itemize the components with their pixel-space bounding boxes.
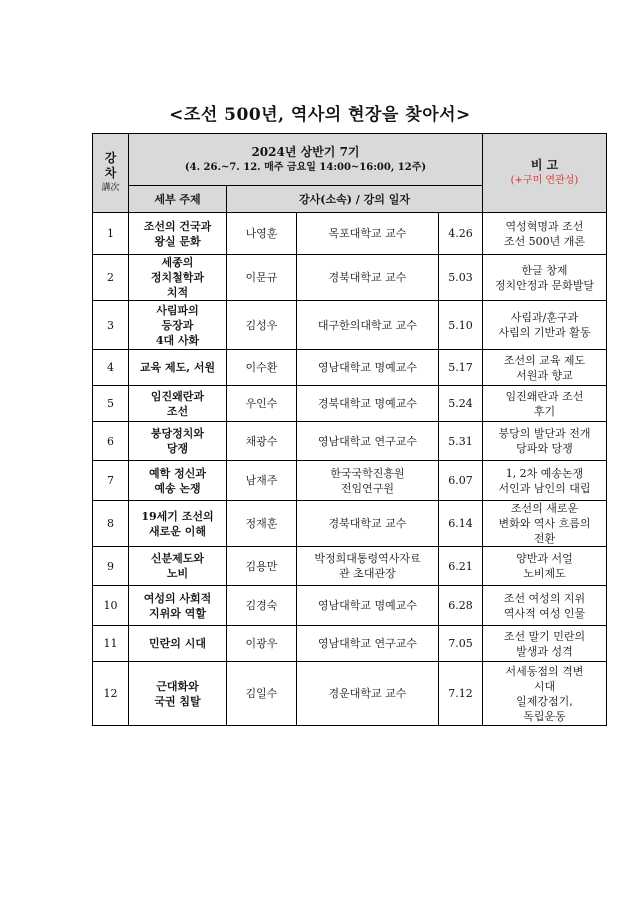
lecturer-affiliation: 대구한의대학교 교수 [297,301,439,350]
remarks-label: 비 고 [530,158,559,172]
table-row [93,461,607,501]
lecture-no: 9 [93,547,129,586]
table-row [93,662,607,726]
lecture-no: 3 [93,301,129,350]
lecturer-affiliation: 영남대학교 연구교수 [297,626,439,662]
lecture-date: 5.10 [439,301,483,350]
topic-cell: 조선의 건국과 왕실 문화 [129,213,227,255]
topic-cell: 임진왜란과 조선 [129,386,227,422]
document-title: <조선 500년, 역사의 현장을 찾아서> [169,105,471,125]
lecture-no-label-2: 차 [104,165,117,180]
topic-cell: 세종의 정치철학과 치적 [129,255,227,301]
lecturer-affiliation: 경운대학교 교수 [297,662,439,726]
table-row [93,586,607,626]
lecture-no-header [93,134,129,213]
lecture-no: 11 [93,626,129,662]
remarks-cell: 붕당의 발단과 전개 당파와 당쟁 [483,422,607,461]
lecturer-affiliation: 경북대학교 교수 [297,501,439,547]
topic-cell: 교육 제도, 서원 [129,350,227,386]
lecture-date: 5.03 [439,255,483,301]
lecture-no: 1 [93,213,129,255]
lecture-no: 8 [93,501,129,547]
remarks-cell: 1, 2차 예송논쟁 서인과 남인의 대립 [483,461,607,501]
lecturer-name: 나영훈 [227,213,297,255]
lecturer-affiliation: 경북대학교 명예교수 [297,386,439,422]
lecturer-affiliation: 영남대학교 연구교수 [297,422,439,461]
lecture-no-label-1: 강 [104,150,117,165]
lecture-no: 10 [93,586,129,626]
program-header [129,134,483,186]
program-schedule: (4. 26.~7. 12. 매주 금요일 14:00~16:00, 12주) [184,161,427,173]
table-row [93,213,607,255]
topic-cell: 여성의 사회적 지위와 역할 [129,586,227,626]
program-title: 2024년 상반기 7기 [251,144,360,159]
lecture-schedule-table [92,133,607,726]
lecturer-name: 우인수 [227,386,297,422]
lecturer-name: 채광수 [227,422,297,461]
lecture-date: 6.07 [439,461,483,501]
lecture-no: 4 [93,350,129,386]
table-row [93,350,607,386]
header-row-1 [93,134,607,186]
remarks-cell: 조선 말기 민란의 발생과 성격 [483,626,607,662]
lecture-no: 12 [93,662,129,726]
lecturer-name: 정재훈 [227,501,297,547]
topic-cell: 사림파의 등장과 4대 사화 [129,301,227,350]
lecture-date: 6.14 [439,501,483,547]
remarks-cell: 양반과 서얼 노비제도 [483,547,607,586]
lecture-date: 5.31 [439,422,483,461]
topic-cell: 근대화와 국권 침탈 [129,662,227,726]
remarks-cell: 조선의 새로운 변화와 역사 흐름의 전환 [483,501,607,547]
lecture-no: 7 [93,461,129,501]
lecturer-affiliation: 목포대학교 교수 [297,213,439,255]
lecturer-affiliation: 경북대학교 교수 [297,255,439,301]
lecture-date: 4.26 [439,213,483,255]
lecturer-name: 김용만 [227,547,297,586]
lecture-date: 7.05 [439,626,483,662]
lecture-no: 6 [93,422,129,461]
lecture-no: 5 [93,386,129,422]
table-row [93,547,607,586]
remarks-note: (+구미 연관성) [510,175,579,186]
lecturer-name: 이수환 [227,350,297,386]
topic-header: 세부 주제 [129,186,227,213]
lecturer-name: 이문규 [227,255,297,301]
remarks-cell: 임진왜란과 조선 후기 [483,386,607,422]
lecture-date: 5.17 [439,350,483,386]
topic-cell: 19세기 조선의 새로운 이해 [129,501,227,547]
lecture-date: 5.24 [439,386,483,422]
lecture-no-label-hanja: 講次 [101,182,120,193]
topic-cell: 붕당정치와 당쟁 [129,422,227,461]
lecturer-affiliation: 한국국학진흥원 전임연구원 [297,461,439,501]
table-row [93,501,607,547]
lecturer-name: 이광우 [227,626,297,662]
lecturer-name: 김경숙 [227,586,297,626]
topic-cell: 예학 정신과 예송 논쟁 [129,461,227,501]
lecturer-affiliation: 박정희대통령역사자료 관 초대관장 [297,547,439,586]
remarks-cell: 서세동점의 격변 시대 일제강점기, 독립운동 [483,662,607,726]
lecture-date: 7.12 [439,662,483,726]
lecturer-header: 강사(소속) / 강의 일자 [227,186,483,213]
lecturer-affiliation: 영남대학교 명예교수 [297,350,439,386]
lecturer-name: 남재주 [227,461,297,501]
lecture-no: 2 [93,255,129,301]
lecture-date: 6.21 [439,547,483,586]
topic-cell: 민란의 시대 [129,626,227,662]
table-row [93,301,607,350]
remarks-cell: 한글 창제 정치안정과 문화발달 [483,255,607,301]
table-row [93,386,607,422]
remarks-header [483,134,607,213]
remarks-cell: 사림과/훈구과 사림의 기반과 활동 [483,301,607,350]
remarks-cell: 조선의 교육 제도 서원과 향교 [483,350,607,386]
remarks-cell: 조선 여성의 지위 역사적 여성 인물 [483,586,607,626]
table-row [93,422,607,461]
remarks-cell: 역성혁명과 조선 조선 500년 개론 [483,213,607,255]
table-row [93,626,607,662]
lecture-date: 6.28 [439,586,483,626]
topic-cell: 신분제도와 노비 [129,547,227,586]
lecturer-name: 김성우 [227,301,297,350]
lecturer-name: 김일수 [227,662,297,726]
table-row [93,255,607,301]
lecturer-affiliation: 영남대학교 명예교수 [297,586,439,626]
